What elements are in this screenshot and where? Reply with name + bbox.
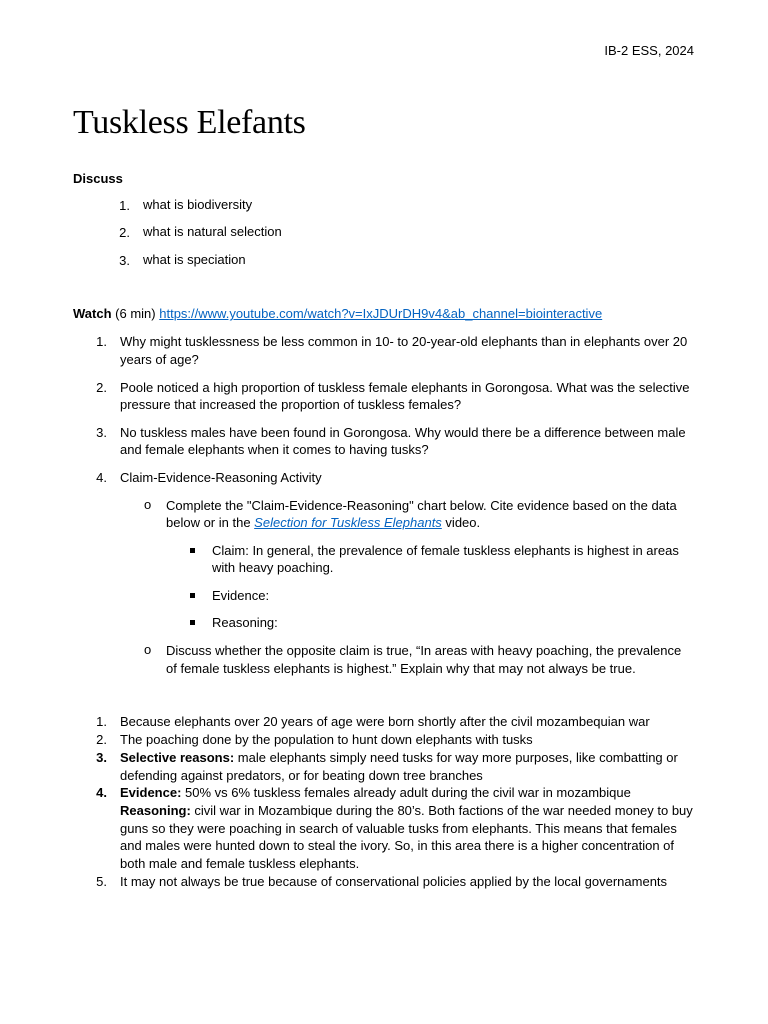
answer-4-reasoning-line4: both male and female tuskless elephants. bbox=[120, 856, 360, 871]
list-number: 1. bbox=[119, 198, 130, 213]
answer-1: Because elephants over 20 years of age were born shortly after the civil mozambequian war bbox=[120, 714, 650, 729]
question-4-line1: Claim-Evidence-Reasoning Activity bbox=[120, 470, 322, 485]
opposite-claim-line2: of female tuskless elephants is highest.” Explain why that may not always be true. bbox=[166, 661, 636, 676]
evidence-label: Evidence: bbox=[212, 588, 270, 603]
question-3-line1: No tuskless males have been found in Gorongosa. Why would there be a difference between male bbox=[120, 425, 686, 440]
list-item: what is biodiversity bbox=[143, 197, 253, 212]
opposite-claim-line1: Discuss whether the opposite claim is true, “In areas with heavy poaching, the prevalence bbox=[166, 643, 682, 658]
watch-line bbox=[73, 306, 602, 321]
claim-line2: with heavy poaching. bbox=[212, 560, 334, 575]
list-number: 2. bbox=[96, 380, 107, 395]
list-number: 4. bbox=[96, 470, 107, 485]
watch-label: Watch bbox=[73, 306, 112, 321]
list-number: 3. bbox=[96, 750, 107, 765]
answer-4-reasoning-line3: and males were hunted down to steal the ivory. So, in this area there is a higher concentration of bbox=[120, 838, 675, 853]
claim-line1: Claim: In general, the prevalence of female tuskless elephants is highest in areas bbox=[212, 543, 679, 558]
page-title: Tuskless Elefants bbox=[73, 104, 306, 141]
list-item: what is speciation bbox=[143, 252, 246, 267]
question-2-line1: Poole noticed a high proportion of tuskless female elephants in Gorongosa. What was the selective bbox=[120, 380, 690, 395]
square-bullet bbox=[190, 620, 195, 625]
list-number: 1. bbox=[96, 334, 107, 349]
answer-4-reasoning-line2: guns so they were poaching in search of valuable tusks from elephants. This means that females bbox=[120, 821, 677, 836]
list-number: 1. bbox=[96, 714, 107, 729]
question-3-line2: and female elephants when it comes to having tusks? bbox=[120, 442, 429, 457]
list-number: 5. bbox=[96, 874, 107, 889]
question-1-line2: years of age? bbox=[120, 352, 199, 367]
question-2-line2: pressure that increased the proportion of tuskless females? bbox=[120, 397, 462, 412]
answer-5: It may not always be true because of conservational policies applied by the local governaments bbox=[120, 874, 668, 889]
reasoning-label: Reasoning: bbox=[212, 615, 278, 630]
course-header: IB-2 ESS, 2024 bbox=[604, 43, 694, 58]
hollow-bullet: o bbox=[144, 642, 152, 657]
list-number: 3. bbox=[119, 253, 130, 268]
discuss-heading: Discuss bbox=[73, 171, 123, 186]
answer-3-line2: defending against predators, or for beating down tree branches bbox=[120, 768, 483, 783]
answer-2: The poaching done by the population to hunt down elephants with tusks bbox=[120, 732, 533, 747]
selection-video-link[interactable]: Selection for Tuskless Elephants bbox=[254, 515, 442, 530]
question-1-line1: Why might tusklessness be less common in 10- to 20-year-old elephants than in elephants over 20 bbox=[120, 334, 688, 349]
video-link[interactable]: https://www.youtube.com/watch?v=IxJDUrDH9v4&ab_channel=biointeractive bbox=[159, 306, 603, 321]
cer-instruction-line2: below or in the Selection for Tuskless Elephants video. bbox=[166, 515, 481, 530]
list-number: 2. bbox=[96, 732, 107, 747]
answer-4-evidence: Evidence: 50% vs 6% tuskless females already adult during the civil war in mozambique bbox=[120, 785, 631, 800]
list-number: 4. bbox=[96, 785, 107, 800]
answer-3-line1: Selective reasons: male elephants simply need tusks for way more purposes, like combatting or bbox=[120, 750, 678, 765]
hollow-bullet: o bbox=[144, 497, 152, 512]
cer-instruction-line1: Complete the "Claim-Evidence-Reasoning" chart below. Cite evidence based on the data bbox=[166, 498, 677, 513]
square-bullet bbox=[190, 548, 195, 553]
list-number: 2. bbox=[119, 225, 130, 240]
watch-duration: (6 min) bbox=[115, 306, 156, 321]
list-number: 3. bbox=[96, 425, 107, 440]
list-item: what is natural selection bbox=[143, 224, 282, 239]
square-bullet bbox=[190, 593, 195, 598]
answer-4-reasoning-line1: Reasoning: civil war in Mozambique during the 80’s. Both factions of the war needed money to buy bbox=[120, 803, 693, 818]
